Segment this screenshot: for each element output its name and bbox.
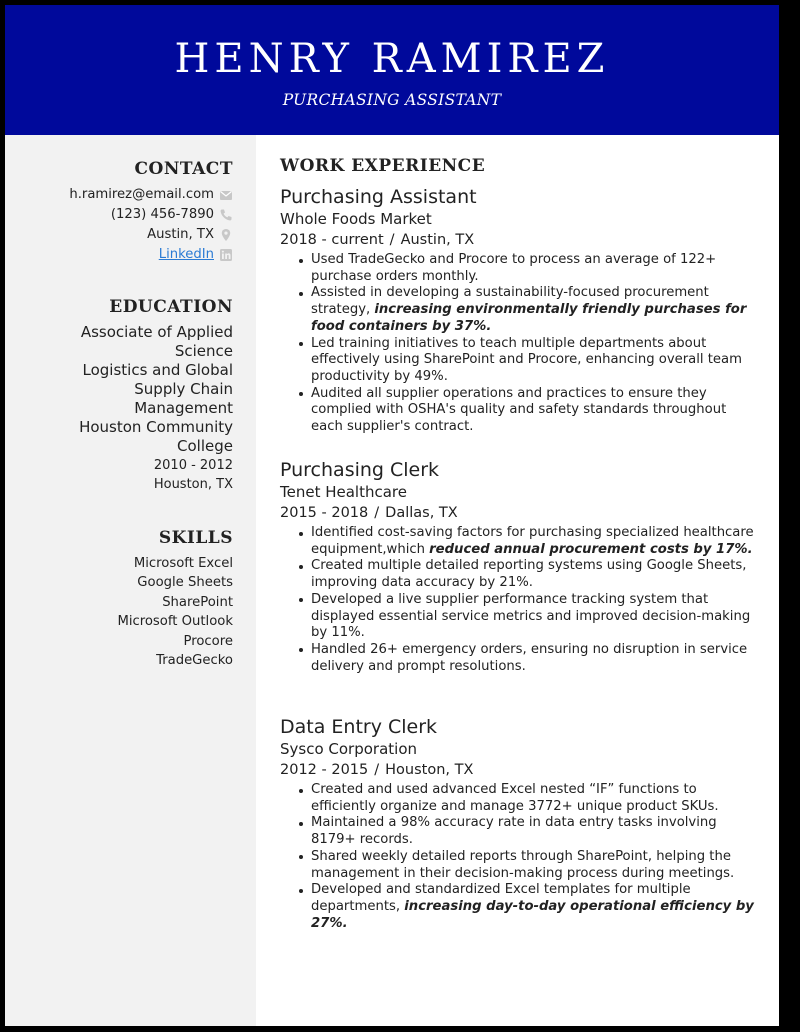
job-meta [280,503,760,524]
job-title: Data Entry Clerk [280,716,438,738]
education-line: Logistics and Global [82,361,233,379]
job-bullets [280,252,760,436]
linkedin-icon [219,248,233,262]
resume-header [5,5,779,135]
contact-email-row [18,185,233,205]
job-meta [280,230,760,251]
job-bullet: Created and used advanced Excel nested “IF” functions to efficiently organize and manage 3772+ unique product SKUs. [280,782,760,815]
job-location: Houston, TX [385,762,474,778]
job-dates: 2015 - 2018 [280,505,369,521]
job-bullet: Led training initiatives to teach multiple departments about effectively using SharePoint and Procore, enhancing overall team productivity by 49%. [280,336,760,386]
job-company: Sysco Corporation [280,740,418,758]
job-meta-separator: / [374,762,380,778]
job-entry [280,185,760,436]
sidebar [5,135,256,1026]
contact-linkedin-row [18,245,233,265]
job-bullets [280,782,760,932]
job-bullet: Shared weekly detailed reports through SharePoint, helping the management in their decision-making process during meetings. [280,849,760,882]
linkedin-link[interactable]: LinkedIn [158,247,214,262]
map-pin-icon [219,228,233,242]
education-line: Management [134,399,233,417]
job-title: Purchasing Clerk [280,459,440,481]
contact-section [18,159,233,265]
education-line: Science [174,342,233,360]
job-meta-separator: / [374,505,380,521]
job-dates: 2012 - 2015 [280,762,369,778]
skills-section [18,528,233,670]
job-title: Purchasing Assistant [280,186,477,208]
job-bullet: Assisted in developing a sustainability-focused procurement strategy, increasing environmentally friendly purchases for food containers by 37%. [280,285,760,335]
job-dates: 2018 - current [280,232,384,248]
job-location: Austin, TX [400,232,475,248]
skill-item: Microsoft Outlook [117,614,233,630]
education-heading: EDUCATION [109,297,233,317]
phone-icon [219,208,233,222]
resume-page [5,5,779,1026]
skill-item: SharePoint [162,594,233,610]
contact-heading: CONTACT [134,159,233,179]
education-section [18,297,233,494]
contact-email[interactable]: h.ramirez@email.com [69,187,214,202]
job-bullet: Audited all supplier operations and practices to ensure they complied with OSHA's quality and safety standards throughout each supplier's contract. [280,386,760,436]
job-company: Whole Foods Market [280,210,432,228]
job-bullet: Developed a live supplier performance tracking system that displayed essential service metrics and improved decision-making by 11%. [280,592,760,642]
skill-item: Google Sheets [137,575,233,591]
job-location: Dallas, TX [385,505,458,521]
job-meta [280,760,760,781]
job-entry [280,715,760,932]
skill-item: Procore [183,633,233,649]
contact-phone-row [18,205,233,225]
education-dates: 2010 - 2012 [153,458,233,473]
skill-item: Microsoft Excel [133,556,233,571]
education-line: Supply Chain [134,380,233,398]
job-bullet: Developed and standardized Excel templates for multiple departments, increasing day-to-day operational efficiency by 27%. [280,882,760,932]
contact-location-row [18,225,233,245]
job-entry [280,458,760,675]
contact-phone: (123) 456-7890 [110,207,214,222]
job-bullet: Maintained a 98% accuracy rate in data entry tasks involving 8179+ records. [280,815,760,848]
candidate-name: HENRY RAMIREZ [174,36,610,82]
education-location: Houston, TX [153,477,233,492]
job-bullet: Created multiple detailed reporting systems using Google Sheets, improving data accuracy by 21%. [280,558,760,591]
job-company: Tenet Healthcare [280,483,407,501]
job-bullet: Used TradeGecko and Procore to process an average of 122+ purchase orders monthly. [280,252,760,285]
envelope-icon [219,188,233,202]
candidate-title: PURCHASING ASSISTANT [282,91,502,109]
job-bullets [280,525,760,675]
job-bullet: Handled 26+ emergency orders, ensuring no disruption in service delivery and prompt resolutions. [280,642,760,675]
education-line: Houston Community [79,418,233,436]
work-experience-heading: WORK EXPERIENCE [280,156,486,176]
skills-heading: SKILLS [158,528,233,548]
skill-item: TradeGecko [156,653,233,669]
education-line: College [177,437,233,455]
contact-location: Austin, TX [147,227,214,242]
education-line: Associate of Applied [80,323,233,341]
job-bullet: Identified cost-saving factors for purchasing specialized healthcare equipment,which reduced annual procurement costs by 17%. [280,525,760,558]
job-meta-separator: / [389,232,395,248]
